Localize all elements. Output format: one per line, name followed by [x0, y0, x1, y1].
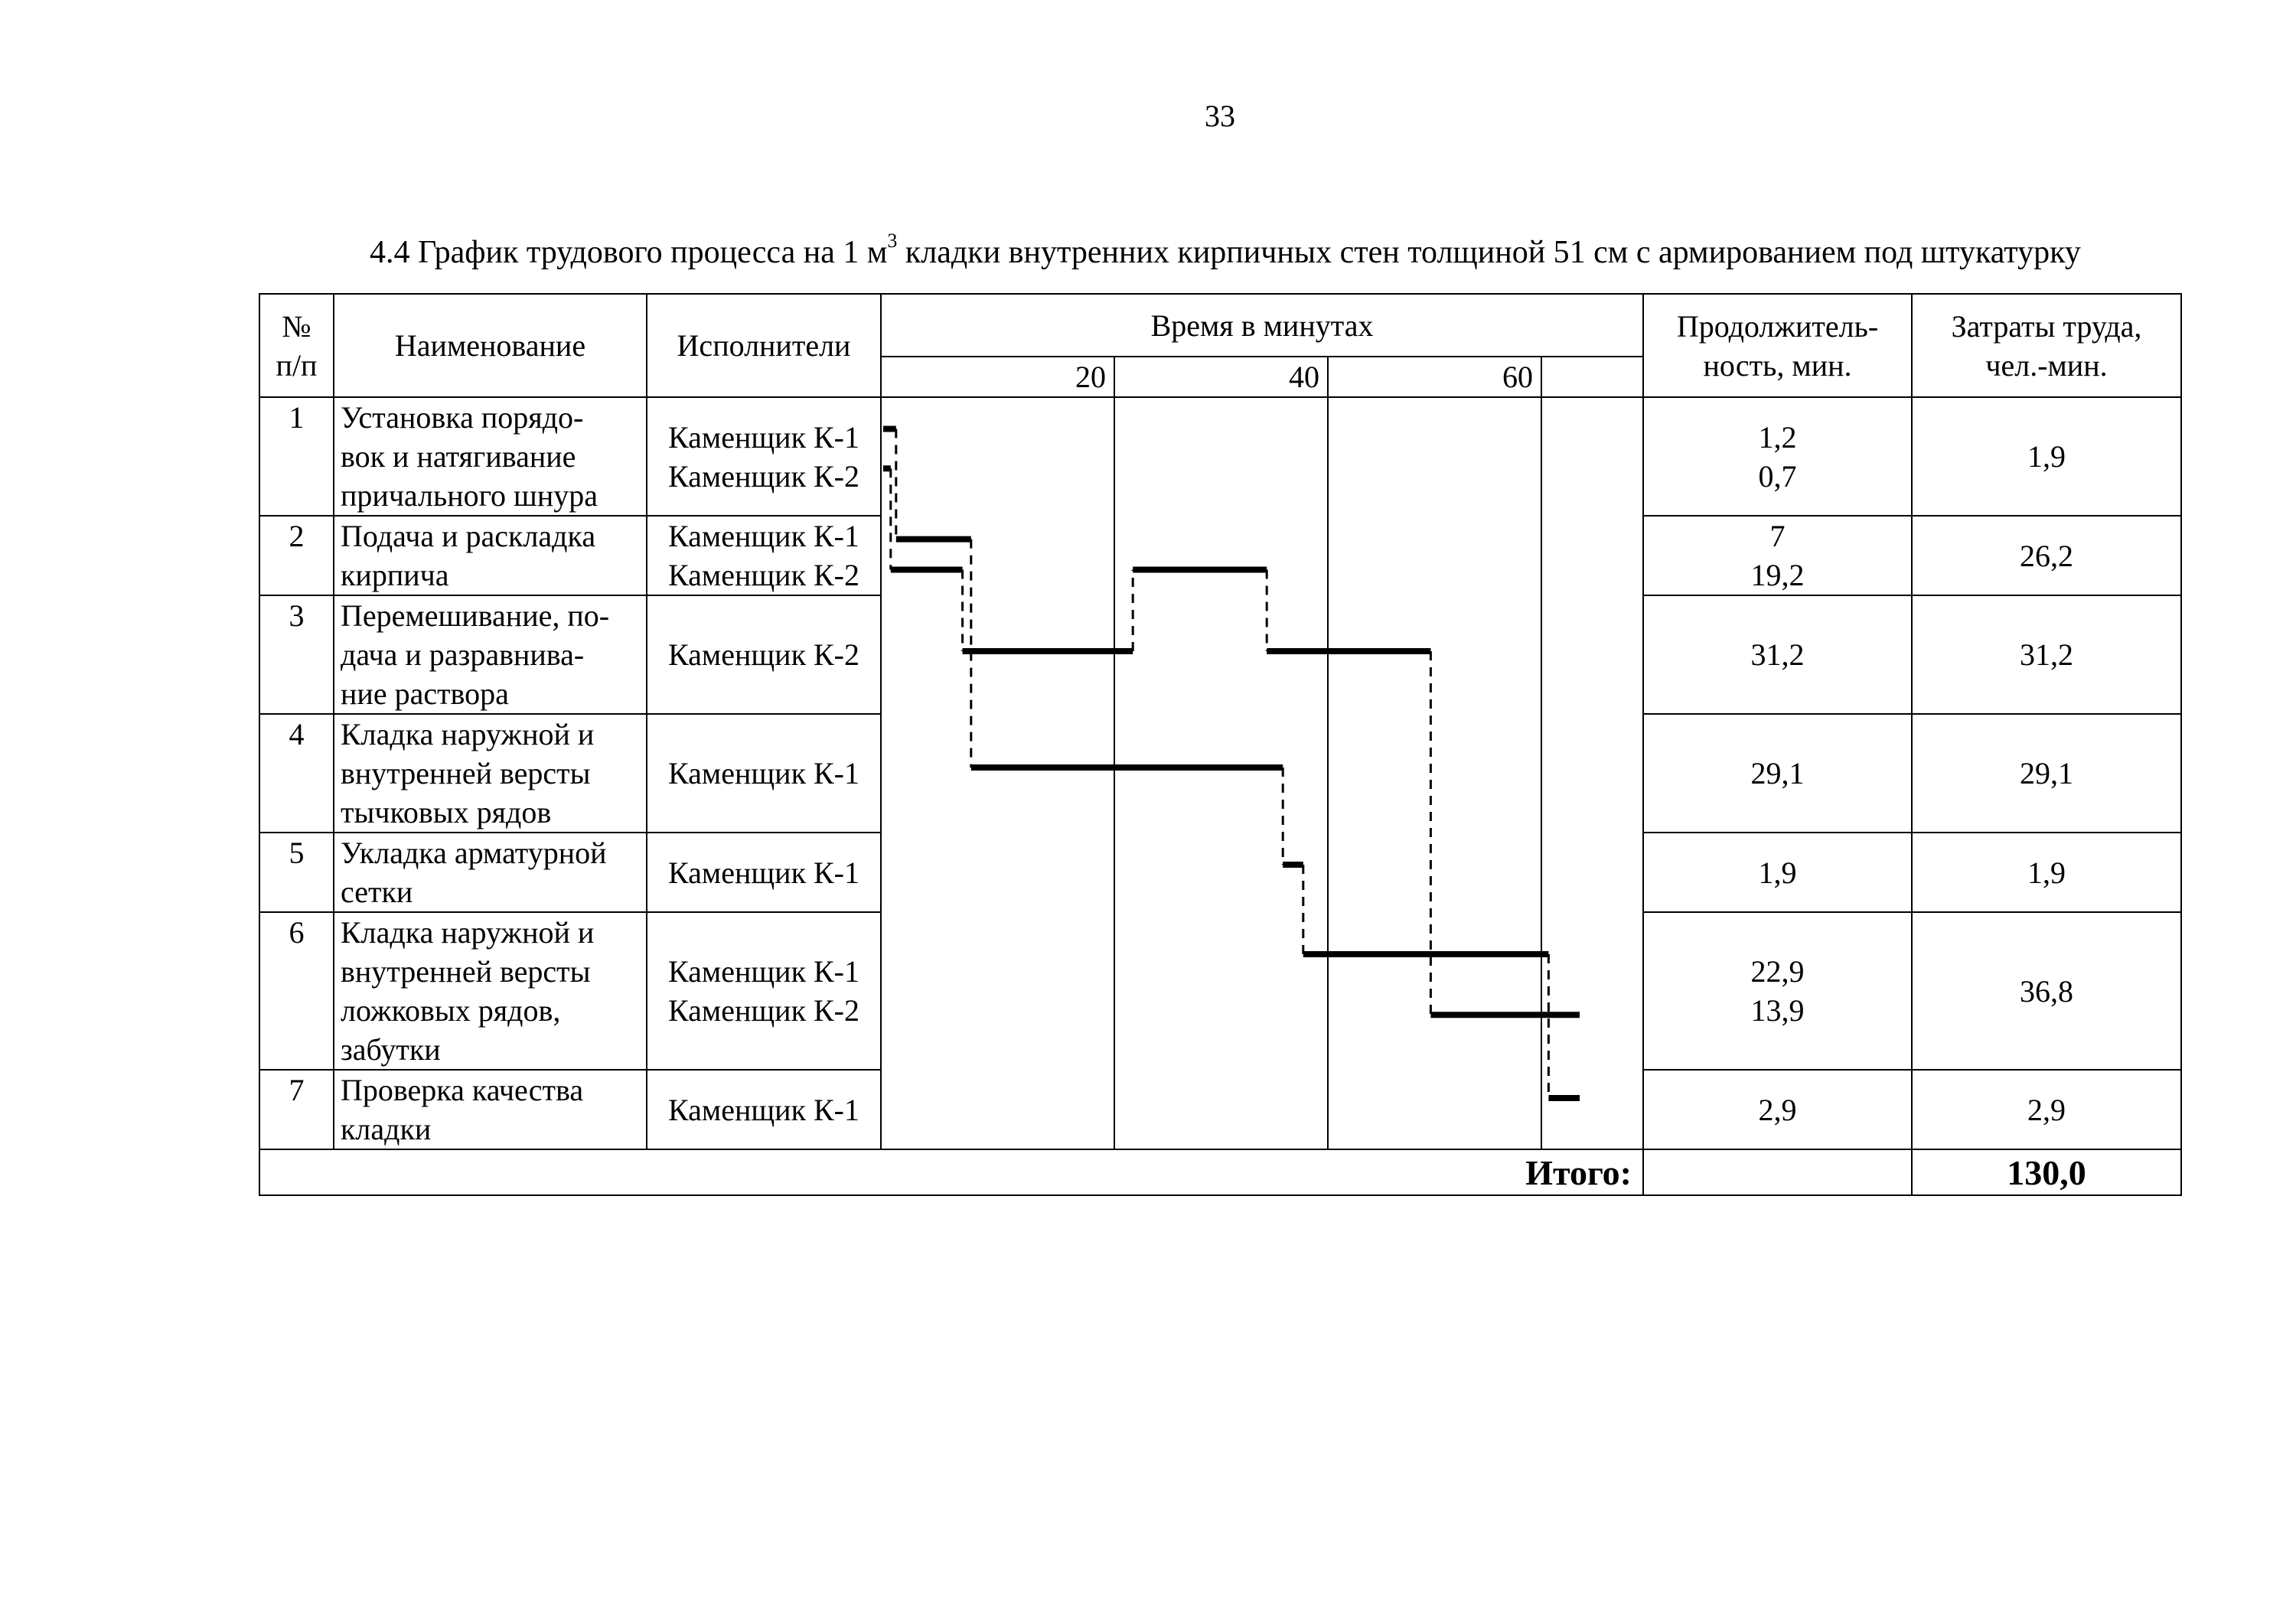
row-workers: Каменщик К-1: [647, 833, 881, 912]
row-duration: 7 19,2: [1643, 516, 1912, 595]
grid-cell: [1328, 397, 1541, 516]
row-workers: Каменщик К-2: [647, 595, 881, 714]
row-num: 6: [259, 912, 334, 1070]
grid-cell: [1114, 833, 1328, 912]
grid-cell: [1114, 595, 1328, 714]
grid-cell: [1541, 397, 1643, 516]
grid-cell: [1114, 1070, 1328, 1149]
row-num: 4: [259, 714, 334, 833]
row-name: Кладка наружной и внутренней версты ложковых рядов, забутки: [334, 912, 647, 1070]
row-labor: 1,9: [1912, 833, 2181, 912]
grid-cell: [1541, 714, 1643, 833]
row-duration: 29,1: [1643, 714, 1912, 833]
grid-cell: [1114, 912, 1328, 1070]
grid-cell: [881, 1070, 1114, 1149]
total-label: Итого:: [259, 1149, 1643, 1195]
grid-cell: [881, 912, 1114, 1070]
grid-cell: [1114, 516, 1328, 595]
row-workers: Каменщик К-1: [647, 714, 881, 833]
row-num: 5: [259, 833, 334, 912]
total-empty: [1643, 1149, 1912, 1195]
row-num: 7: [259, 1070, 334, 1149]
row-name: Подача и раскладка кирпича: [334, 516, 647, 595]
row-name: Проверка качества кладки: [334, 1070, 647, 1149]
table-row: [259, 516, 2181, 595]
grid-cell: [1114, 397, 1328, 516]
header-duration: Продолжитель- ность, мин.: [1643, 294, 1912, 397]
table-caption: 4.4 График трудового процесса на 1 $м^3$ кладки внутренних кирпичных стен толщиной 51 см с армированием под штукатурку: [370, 230, 2081, 270]
grid-cell: [1541, 912, 1643, 1070]
grid-cell: [1328, 714, 1541, 833]
tick-spacer: [1541, 357, 1643, 397]
header-time: Время в минутах: [881, 294, 1643, 357]
grid-cell: [1541, 516, 1643, 595]
table-row: [259, 595, 2181, 714]
header-labor: Затраты труда, чел.-мин.: [1912, 294, 2181, 397]
grid-cell: [1541, 833, 1643, 912]
row-name: Перемешивание, по- дача и разравнива- ние раствора: [334, 595, 647, 714]
row-duration: 2,9: [1643, 1070, 1912, 1149]
grid-cell: [1328, 912, 1541, 1070]
grid-cell: [881, 833, 1114, 912]
grid-cell: [1541, 1070, 1643, 1149]
row-duration: 31,2: [1643, 595, 1912, 714]
total-row: [259, 1149, 2181, 1195]
grid-cell: [1541, 595, 1643, 714]
row-num: 2: [259, 516, 334, 595]
row-num: 3: [259, 595, 334, 714]
row-duration: 1,2 0,7: [1643, 397, 1912, 516]
table-row: [259, 833, 2181, 912]
row-labor: 29,1: [1912, 714, 2181, 833]
tick-label: 40: [1114, 357, 1328, 397]
table-row: [259, 1070, 2181, 1149]
row-name: Установка порядо- вок и натягивание причального шнура: [334, 397, 647, 516]
row-workers: Каменщик К-1 Каменщик К-2: [647, 397, 881, 516]
page-number: 33: [1205, 99, 1235, 133]
header-workers: Исполнители: [647, 294, 881, 397]
row-duration: 22,9 13,9: [1643, 912, 1912, 1070]
row-workers: Каменщик К-1 Каменщик К-2: [647, 912, 881, 1070]
grid-cell: [1328, 516, 1541, 595]
grid-cell: [1328, 1070, 1541, 1149]
total-value: 130,0: [1912, 1149, 2181, 1195]
grid-cell: [1328, 833, 1541, 912]
row-labor: 2,9: [1912, 1070, 2181, 1149]
table-row: [259, 714, 2181, 833]
row-labor: 26,2: [1912, 516, 2181, 595]
labor-process-table: [259, 293, 2182, 1196]
row-duration: 1,9: [1643, 833, 1912, 912]
tick-label: 60: [1328, 357, 1541, 397]
row-name: Кладка наружной и внутренней версты тычковых рядов: [334, 714, 647, 833]
row-workers: Каменщик К-1: [647, 1070, 881, 1149]
header-name: Наименование: [334, 294, 647, 397]
grid-cell: [1328, 595, 1541, 714]
grid-cell: [881, 397, 1114, 516]
row-name: Укладка арматурной сетки: [334, 833, 647, 912]
row-workers: Каменщик К-1 Каменщик К-2: [647, 516, 881, 595]
grid-cell: [881, 516, 1114, 595]
table-row: [259, 912, 2181, 1070]
row-labor: 31,2: [1912, 595, 2181, 714]
grid-cell: [881, 595, 1114, 714]
tick-label: 20: [881, 357, 1114, 397]
grid-cell: [881, 714, 1114, 833]
grid-cell: [1114, 714, 1328, 833]
table-row: [259, 397, 2181, 516]
header-num: № п/п: [259, 294, 334, 397]
row-num: 1: [259, 397, 334, 516]
row-labor: 36,8: [1912, 912, 2181, 1070]
row-labor: 1,9: [1912, 397, 2181, 516]
